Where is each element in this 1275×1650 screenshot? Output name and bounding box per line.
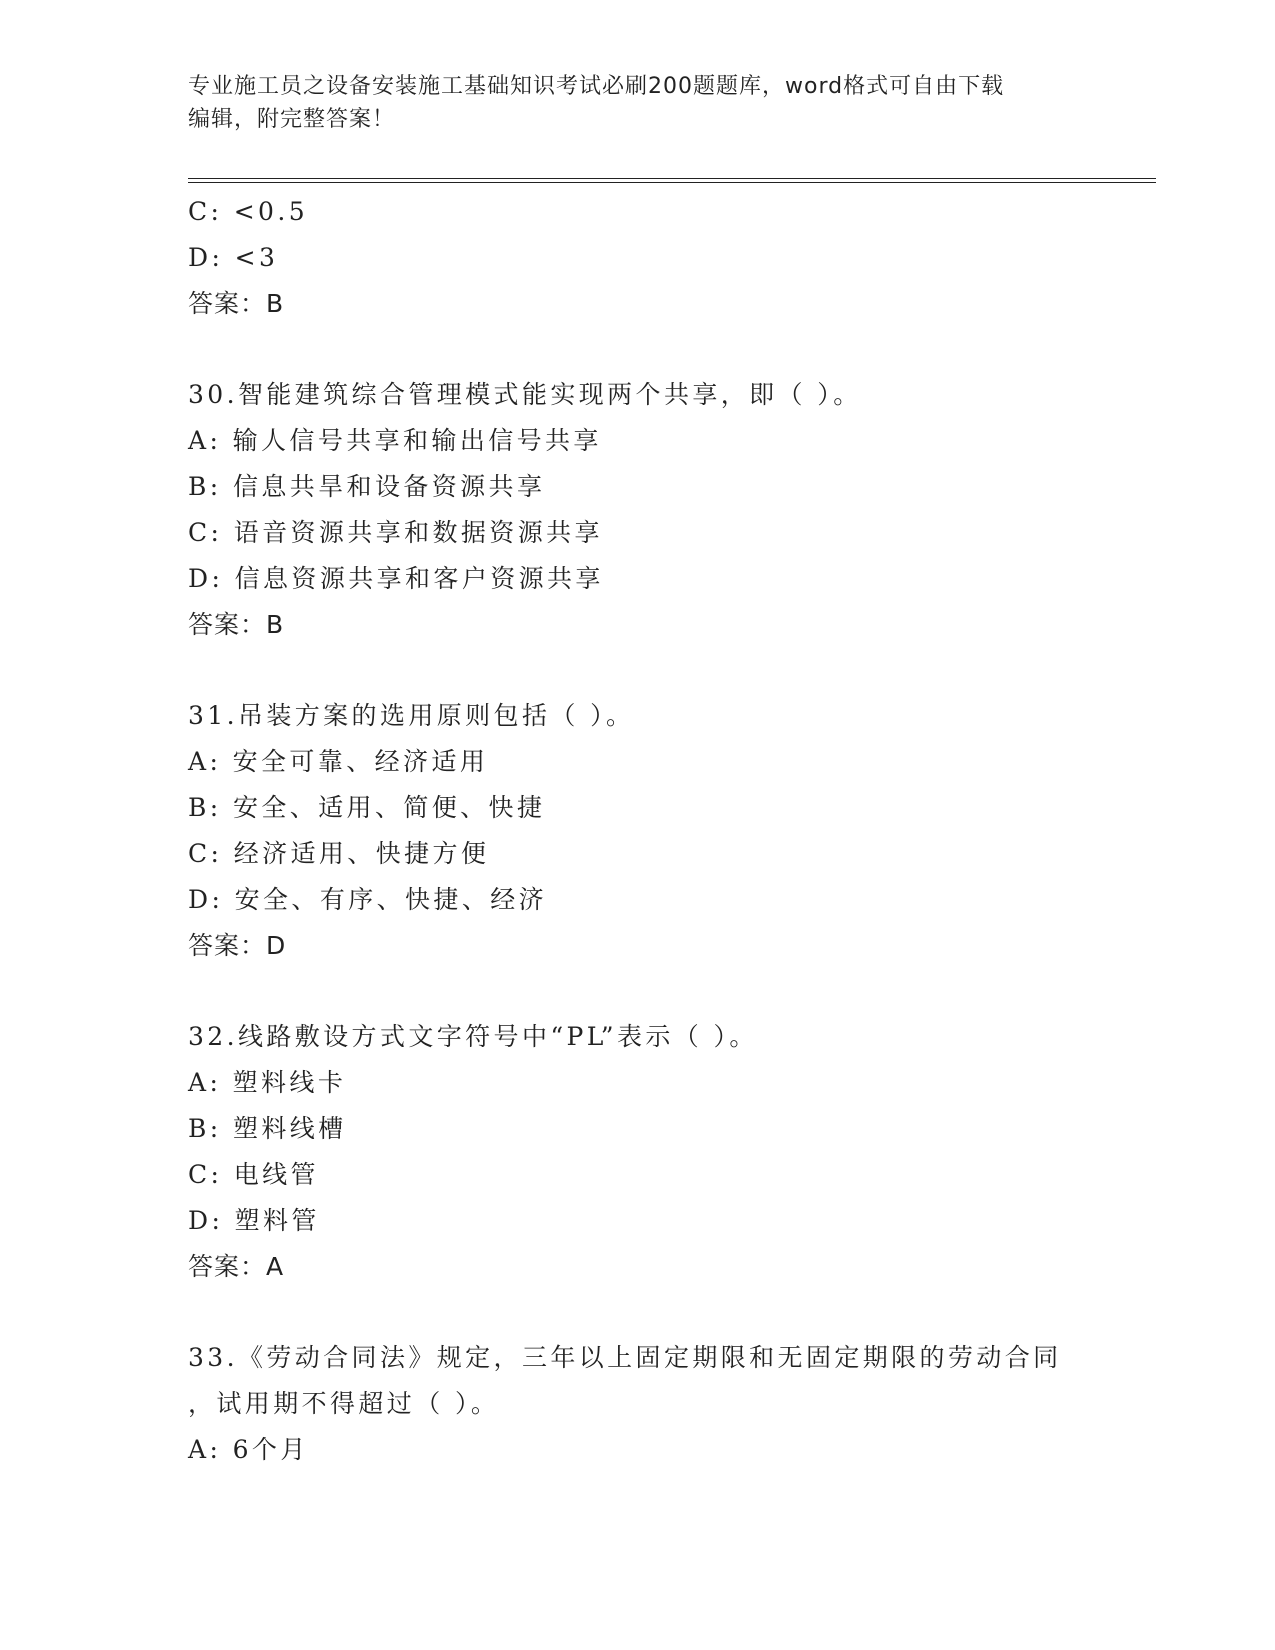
question-stem: 30.智能建筑综合管理模式能实现两个共享，即（ ）。 — [188, 380, 862, 409]
option-a: A: 输人信号共享和输出信号共享 — [188, 426, 602, 455]
spacer — [188, 1290, 1108, 1335]
spacer — [188, 327, 1108, 372]
option-c: C: <0.5 — [188, 197, 309, 226]
option-d: D: 塑料管 — [188, 1206, 320, 1235]
header-line-2: 编辑，附完整答案！ — [188, 107, 396, 132]
question-33 — [188, 1335, 1108, 1473]
answer: 答案：D — [188, 931, 287, 960]
option-b: B: 塑料线槽 — [188, 1114, 347, 1143]
spacer — [188, 648, 1108, 693]
option-b: B: 信息共旱和设备资源共享 — [188, 472, 546, 501]
document-header — [188, 70, 1068, 136]
spacer — [188, 969, 1108, 1014]
question-32 — [188, 1014, 1108, 1290]
answer: 答案：A — [188, 1252, 285, 1281]
answer: 答案：B — [188, 289, 285, 318]
option-b: B: 安全、适用、简便、快捷 — [188, 793, 546, 822]
option-d: D: <3 — [188, 243, 279, 272]
option-d: D: 安全、有序、快捷、经济 — [188, 885, 548, 914]
question-29-tail — [188, 189, 1108, 327]
answer: 答案：B — [188, 610, 285, 639]
question-stem-line-2: ，试用期不得超过（ ）。 — [188, 1389, 500, 1418]
option-a: A: 塑料线卡 — [188, 1068, 347, 1097]
question-31 — [188, 693, 1108, 969]
option-c: C: 经济适用、快捷方便 — [188, 839, 490, 868]
question-stem-line-1: 33.《劳动合同法》规定，三年以上固定期限和无固定期限的劳动合同 — [188, 1343, 1062, 1372]
question-list — [188, 189, 1108, 1473]
header-divider-bottom — [188, 182, 1156, 183]
header-line-1: 专业施工员之设备安装施工基础知识考试必刷200题题库，word格式可自由下载 — [188, 74, 1005, 99]
option-a: A: 安全可靠、经济适用 — [188, 747, 489, 776]
option-c: C: 语音资源共享和数据资源共享 — [188, 518, 603, 547]
option-c: C: 电线管 — [188, 1160, 319, 1189]
option-a: A: 6个月 — [188, 1435, 309, 1464]
option-d: D: 信息资源共享和客户资源共享 — [188, 564, 604, 593]
question-stem: 32.线路敷设方式文字符号中“PL”表示（ ）。 — [188, 1022, 758, 1051]
question-stem: 31.吊装方案的选用原则包括（ ）。 — [188, 701, 635, 730]
question-30 — [188, 372, 1108, 648]
header-divider-top — [188, 178, 1156, 179]
